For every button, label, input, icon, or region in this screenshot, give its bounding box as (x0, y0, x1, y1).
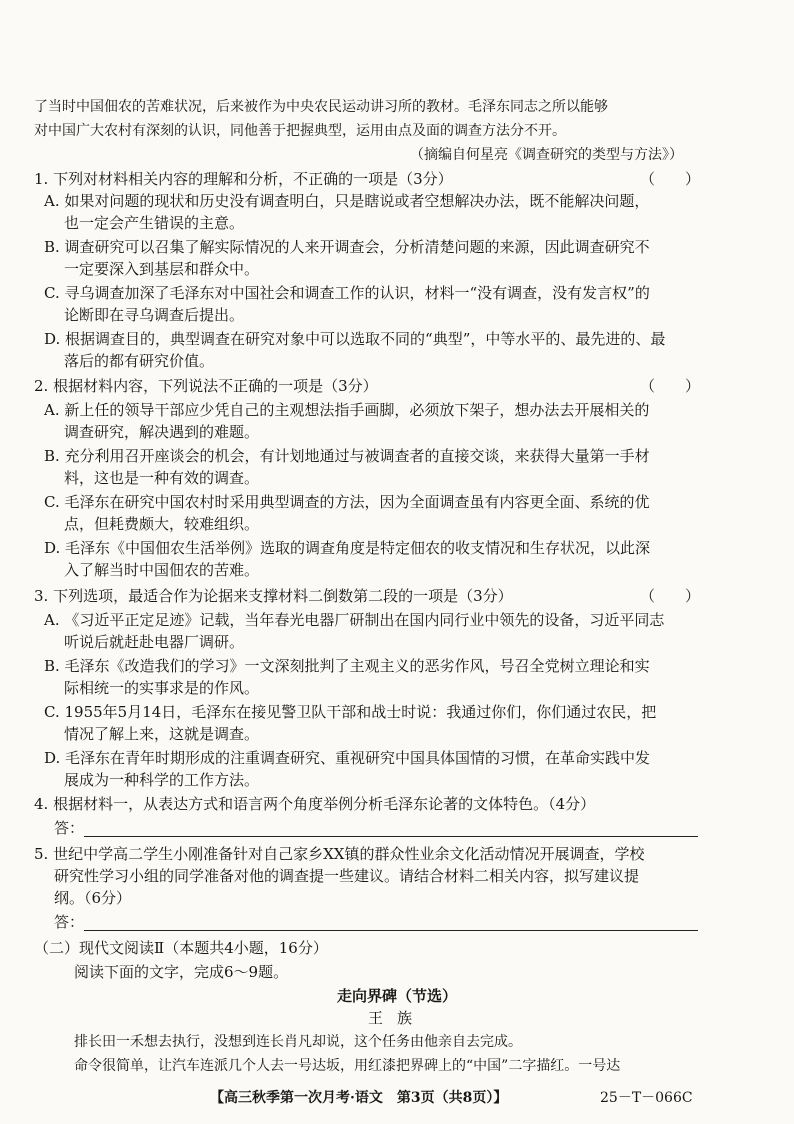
q2-answer-paren: （ ） (640, 377, 701, 395)
q1-option-a-line-2: 也一定会产生错误的主意。 (64, 214, 245, 232)
q1-option-b-line-2: 一定要深入到基层和群众中。 (64, 260, 260, 278)
q1-option-b-line-1: B. 调查研究可以召集了解实际情况的人来开调查会，分析清楚问题的来源，因此调查研究不 (44, 238, 650, 256)
q1-option-c-line-1: C. 寻乌调查加深了毛泽东对中国社会和调查工作的认识，材料一“没有调查，没有发言权”的 (44, 284, 650, 302)
q5-line-3: 纲。（6分） (54, 889, 132, 907)
q5-line-1: 5. 世纪中学高二学生小刚准备针对自己家乡XX镇的群众性业余文化活动情况开展调查，学校 (34, 845, 645, 863)
q3-option-c-line-2: 情况了解上来，这就是调查。 (64, 725, 260, 743)
intro-line-2: 对中国广大农村有深刻的认识，同他善于把握典型，运用由点及面的调查方法分不开。 (34, 123, 566, 139)
q2-option-b-line-1: B. 充分利用召开座谈会的机会，有计划地通过与被调查者的直接交谈，来获得大量第一手材 (44, 447, 650, 465)
intro-source: （摘编自何星亮《调查研究的类型与方法》） (410, 147, 683, 163)
q3-option-d-line-2: 展成为一种科学的工作方法。 (64, 771, 260, 789)
q2-stem: 2. 根据材料内容，下列说法不正确的一项是（3分） (34, 377, 378, 395)
passage-paragraph-2: 命令很简单，让汽车连派几个人去一号达坂，用红漆把界碑上的“中国”二字描红。一号达 (74, 1058, 621, 1074)
q1-answer-paren: （ ） (640, 170, 701, 188)
q4-answer-label: 答： (54, 819, 85, 837)
q2-option-d-line-2: 入了解当时中国佃农的苦难。 (64, 561, 260, 579)
q1-stem: 1. 下列对材料相关内容的理解和分析，不正确的一项是（3分） (34, 170, 453, 188)
q1-option-d-line-1: D. 根据调查目的，典型调查在研究对象中可以选取不同的“典型”，中等水平的、最先进的、最 (44, 330, 666, 348)
section-heading: （二）现代文阅读Ⅱ（本题共4小题，16分） (34, 939, 328, 957)
passage-paragraph-1: 排长田一禾想去执行，没想到连长肖凡却说，这个任务由他亲自去完成。 (74, 1034, 522, 1050)
q2-option-c-line-2: 点，但耗费颇大，较难组织。 (64, 515, 260, 533)
q5-answer-line[interactable] (84, 930, 698, 931)
q3-option-a-line-1: A. 《习近平正定足迹》记载，当年春光电器厂研制出在国内同行业中领先的设备，习近平同志 (44, 611, 665, 629)
q2-option-a-line-1: A. 新上任的领导干部应少凭自己的主观想法指手画脚，必须放下架子，想办法去开展相关的 (44, 401, 650, 419)
passage-title: 走向界碑（节选） (336, 987, 457, 1005)
q3-option-b-line-1: B. 毛泽东《改造我们的学习》一文深刻批判了主观主义的恶劣作风，号召全党树立理论和实 (44, 657, 650, 675)
q3-option-d-line-1: D. 毛泽东在青年时期形成的注重调查研究、重视研究中国具体国情的习惯，在革命实践中发 (44, 749, 651, 767)
intro-line-1: 了当时中国佃农的苦难状况，后来被作为中央农民运动讲习所的教材。毛泽东同志之所以能够 (34, 99, 608, 115)
page-footer: 【高三秋季第一次月考·语文 第3页（共8页）】 (210, 1090, 508, 1106)
q2-option-d-line-1: D. 毛泽东《中国佃农生活举例》选取的调查角度是特定佃农的收支情况和生存状况，以此深 (44, 539, 651, 557)
exam-code: 25－T－066C (600, 1090, 693, 1106)
q3-answer-paren: （ ） (640, 587, 701, 605)
q5-answer-label: 答： (54, 913, 85, 931)
q5-line-2: 研究性学习小组的同学准备对他的调查提一些建议。请结合材料二相关内容，拟写建议提 (54, 867, 640, 885)
q2-option-b-line-2: 料，这也是一种有效的调查。 (64, 469, 260, 487)
passage-author: 王族 (367, 1009, 426, 1027)
q2-option-a-line-2: 调查研究，解决遇到的难题。 (64, 423, 260, 441)
q3-option-c-line-1: C. 1955年5月14日，毛泽东在接见警卫队干部和战士时说：我通过你们，你们通过农民，把 (44, 703, 657, 721)
q1-option-c-line-2: 论断即在寻乌调查后提出。 (64, 306, 245, 324)
q4-stem: 4. 根据材料一，从表达方式和语言两个角度举例分析毛泽东论著的文体特色。（4分） (34, 795, 596, 813)
section-instruction: 阅读下面的文字，完成6～9题。 (74, 963, 289, 981)
q3-option-b-line-2: 际相统一的实事求是的作风。 (64, 679, 260, 697)
q2-option-c-line-1: C. 毛泽东在研究中国农村时采用典型调查的方法，因为全面调查虽有内容更全面、系统的优 (44, 493, 650, 511)
q3-stem: 3. 下列选项，最适合作为论据来支撑材料二倒数第二段的一项是（3分） (34, 587, 513, 605)
q1-option-a-line-1: A. 如果对问题的现状和历史没有调查明白，只是瞎说或者空想解决办法，既不能解决问题， (44, 192, 650, 210)
q4-answer-line[interactable] (84, 836, 698, 837)
q3-option-a-line-2: 听说后就赶赴电器厂调研。 (64, 633, 245, 651)
q1-option-d-line-2: 落后的都有研究价值。 (64, 352, 215, 370)
